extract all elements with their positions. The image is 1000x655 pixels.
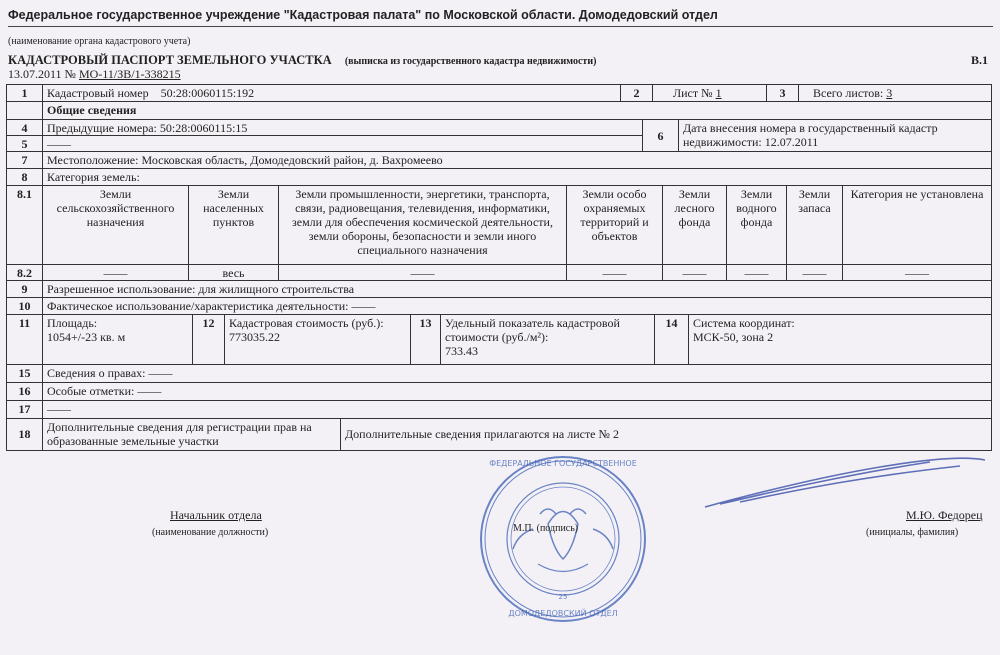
row-9-num: 9 xyxy=(7,281,43,298)
document-number: МО-11/ЗВ/1-338215 xyxy=(79,67,181,81)
cadastral-cost-label: Кадастровая стоимость (руб.): xyxy=(229,316,384,330)
row-5-value: —— xyxy=(43,136,643,152)
form-code: В.1 xyxy=(970,53,988,67)
row-6-num: 6 xyxy=(643,120,679,152)
row-8-2-num: 8.2 xyxy=(7,265,43,281)
cadastral-cost-cell xyxy=(225,315,411,365)
document-title-text: КАДАСТРОВЫЙ ПАСПОРТ ЗЕМЕЛЬНОГО УЧАСТКА xyxy=(8,53,332,67)
row-17-value: —— xyxy=(43,401,991,419)
coordinate-system-label: Система координат: xyxy=(693,316,795,330)
unit-cost-value: 733.43 xyxy=(445,344,478,358)
value-reserve: —— xyxy=(787,265,843,281)
total-sheets-cell xyxy=(799,85,991,102)
row-18-num: 18 xyxy=(7,419,43,450)
value-agricultural: —— xyxy=(43,265,189,281)
category-reserve: Земли запаса xyxy=(787,186,843,265)
sheet-number-label: Лист № xyxy=(673,86,713,100)
row-14-num: 14 xyxy=(655,315,689,365)
registration-date: Дата внесения номера в государственный кадастр недвижимости: 12.07.2011 xyxy=(679,120,991,152)
handwritten-signature-icon xyxy=(700,452,990,512)
value-protected: —— xyxy=(567,265,663,281)
rights-info: Сведения о правах: —— xyxy=(43,365,991,383)
svg-text:ДОМОДЕДОВСКИЙ ОТДЕЛ: ДОМОДЕДОВСКИЙ ОТДЕЛ xyxy=(508,609,618,618)
category-forest: Земли лесного фонда xyxy=(663,186,727,265)
special-notes: Особые отметки: —— xyxy=(43,383,991,401)
row-3-num: 3 xyxy=(767,85,799,102)
area-value: 1054+/-23 кв. м xyxy=(47,330,126,344)
row-8-1-num: 8.1 xyxy=(7,186,43,265)
coordinate-system-value: МСК-50, зона 2 xyxy=(693,330,774,344)
category-settlements: Земли населенных пунктов xyxy=(189,186,279,265)
header-divider xyxy=(8,26,993,27)
value-industry: —— xyxy=(279,265,567,281)
row-15-num: 15 xyxy=(7,365,43,383)
value-water: —— xyxy=(727,265,787,281)
document-date xyxy=(8,67,181,82)
row-4-num: 4 xyxy=(7,120,43,136)
organization-name: Федеральное государственное учреждение "Кадастровая палата" по Московской области. Домодедовский отдел xyxy=(8,8,718,22)
official-position: Начальник отдела xyxy=(170,508,262,522)
row-8-num: 8 xyxy=(7,169,43,186)
sheet-number-value: 1 xyxy=(715,86,722,100)
previous-numbers: Предыдущие номера: 50:28:0060115:15 xyxy=(43,120,643,136)
official-position-note: (наименование должности) xyxy=(152,527,269,538)
general-info-heading: Общие сведения xyxy=(43,102,991,120)
official-name: М.Ю. Федорец xyxy=(906,508,983,522)
cadastral-number-value: 50:28:0060115:192 xyxy=(160,86,255,100)
cadastral-number-cell xyxy=(43,85,621,102)
official-name-note: (инициалы, фамилия) xyxy=(866,527,959,538)
unit-cost-label: Удельный показатель кадастровой стоимости (руб./м²): xyxy=(445,316,620,344)
category-agricultural: Земли сельскохозяйственного назначения xyxy=(43,186,189,265)
document-title xyxy=(8,53,596,68)
row-2-num: 2 xyxy=(621,85,653,102)
actual-use: Фактическое использование/характеристика деятельности: —— xyxy=(43,298,991,315)
row-13-num: 13 xyxy=(411,315,441,365)
land-category-label: Категория земель: xyxy=(43,169,991,186)
additional-info-label: Дополнительные сведения для регистрации прав на образованные земельные участки xyxy=(43,419,341,450)
category-not-set: Категория не установлена xyxy=(843,186,991,265)
document-subtitle: (выписка из государственного кадастра недвижимости) xyxy=(344,56,597,67)
unit-cost-cell xyxy=(441,315,655,365)
value-settlements: весь xyxy=(189,265,279,281)
row-5-num: 5 xyxy=(7,136,43,152)
row-16-num: 16 xyxy=(7,383,43,401)
passport-table xyxy=(6,84,992,451)
area-cell xyxy=(43,315,193,365)
total-sheets-value: 3 xyxy=(886,86,893,100)
row-11-num: 11 xyxy=(7,315,43,365)
official-seal-icon xyxy=(478,454,648,624)
sheet-number-cell xyxy=(653,85,767,102)
area-label: Площадь: xyxy=(47,316,98,330)
row-10-num: 10 xyxy=(7,298,43,315)
row-1-num: 1 xyxy=(7,85,43,102)
row-7-num: 7 xyxy=(7,152,43,169)
svg-text:25: 25 xyxy=(558,593,568,601)
location: Местоположение: Московская область, Домодедовский район, д. Вахромеево xyxy=(43,152,991,169)
cadastral-cost-value: 773035.22 xyxy=(229,330,280,344)
value-forest: —— xyxy=(663,265,727,281)
svg-text:ФЕДЕРАЛЬНОЕ ГОСУДАРСТВЕННОЕ: ФЕДЕРАЛЬНОЕ ГОСУДАРСТВЕННОЕ xyxy=(489,459,637,468)
organization-note: (наименование органа кадастрового учета) xyxy=(8,36,191,47)
row-12-num: 12 xyxy=(193,315,225,365)
category-protected: Земли особо охраняемых территорий и объектов xyxy=(567,186,663,265)
additional-info-value: Дополнительные сведения прилагаются на листе № 2 xyxy=(345,427,619,441)
value-not-set: —— xyxy=(843,265,991,281)
cadastral-number-label: Кадастровый номер xyxy=(47,86,149,100)
stamp-place-note: М.П. (подпись) xyxy=(513,523,579,534)
date-text: 13.07.2011 № xyxy=(8,67,77,81)
permitted-use: Разрешенное использование: для жилищного строительства xyxy=(43,281,991,298)
general-num-empty xyxy=(7,102,43,120)
category-water: Земли водного фонда xyxy=(727,186,787,265)
row-17-num: 17 xyxy=(7,401,43,419)
category-industry: Земли промышленности, энергетики, транспорта, связи, радиовещания, телевидения, информатики, земли для обеспечения космической деятельности, земли обороны, безопасности и земли иного специального назначения xyxy=(279,186,567,265)
total-sheets-label: Всего листов: xyxy=(813,86,884,100)
coordinate-system-cell xyxy=(689,315,991,365)
